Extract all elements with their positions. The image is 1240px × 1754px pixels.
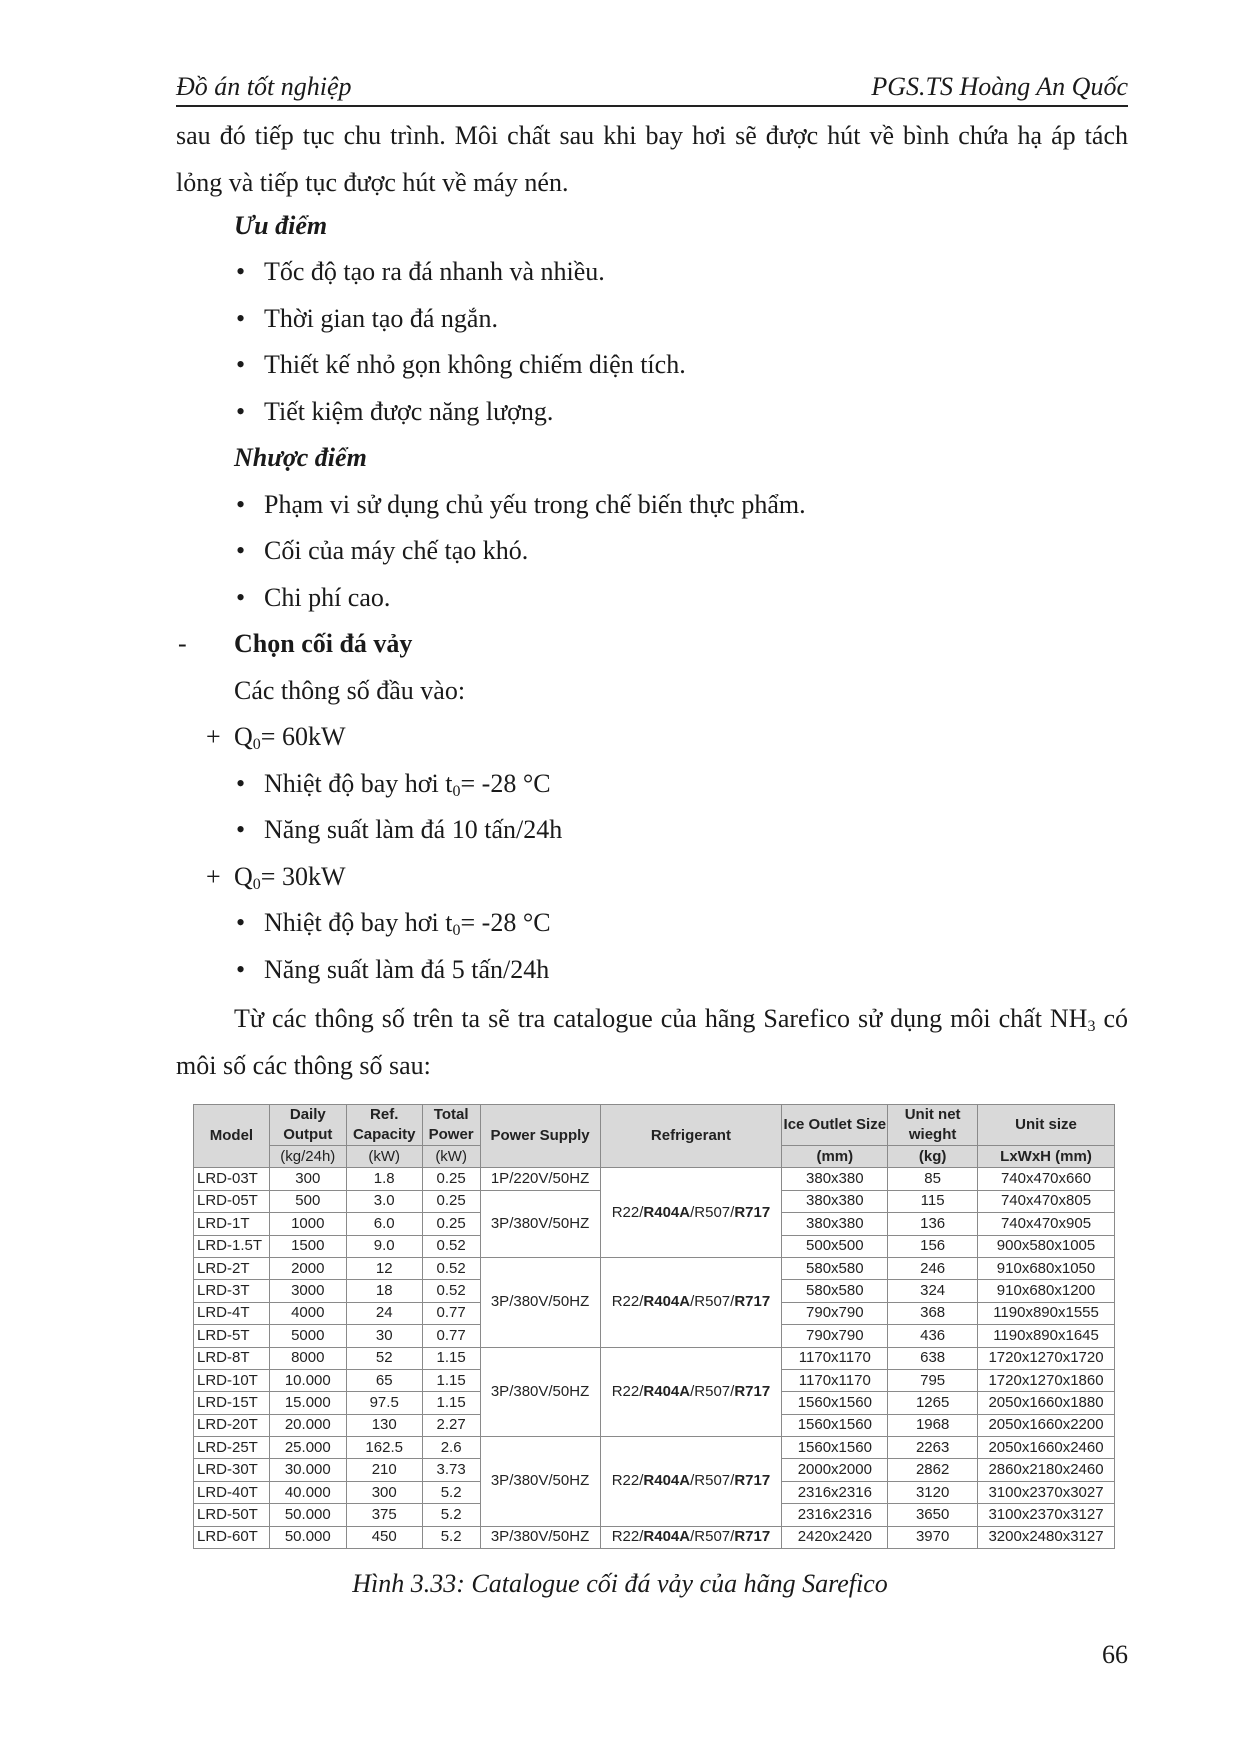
cell-model: LRD-1.5T xyxy=(194,1235,270,1257)
refrigerant-part: R404A xyxy=(643,1382,691,1400)
bullet-dot: • xyxy=(236,350,246,379)
bullet-dot: • xyxy=(236,304,246,333)
cell-ref-capacity: 450 xyxy=(346,1526,422,1548)
cell-ice-outlet: 2316x2316 xyxy=(782,1481,888,1503)
cell-ice-outlet: 2420x2420 xyxy=(782,1526,888,1548)
cell-model: LRD-60T xyxy=(194,1526,270,1548)
col-supply: Power Supply xyxy=(480,1105,600,1168)
cell-power-supply: 3P/380V/50HZ xyxy=(480,1526,600,1548)
cell-ice-outlet: 580x580 xyxy=(782,1257,888,1279)
cell-power-supply: 3P/380V/50HZ xyxy=(480,1257,600,1347)
case-temp: Nhiệt độ bay hơi $t_0= -28$ °C xyxy=(264,908,551,939)
bullet-dot: • xyxy=(236,536,246,565)
cell-daily: 5000 xyxy=(269,1325,346,1347)
disadvantage-item: Phạm vi sử dụng chủ yếu trong chế biến thực phẩm. xyxy=(264,490,806,519)
cell-ice-outlet: 1170x1170 xyxy=(782,1369,888,1391)
cell-model: LRD-50T xyxy=(194,1504,270,1526)
cell-net-weight: 156 xyxy=(888,1235,978,1257)
cell-net-weight: 795 xyxy=(888,1369,978,1391)
col-size: Unit size xyxy=(978,1105,1115,1146)
cell-unit-size: 1720x1270x1860 xyxy=(978,1369,1115,1391)
unit-ref: (kW) xyxy=(346,1146,422,1168)
cell-daily: 20.000 xyxy=(269,1414,346,1436)
cell-model: LRD-05T xyxy=(194,1190,270,1212)
bullet-dot: • xyxy=(236,583,246,612)
refrigerant-part: R717 xyxy=(734,1382,771,1400)
cell-ice-outlet: 2000x2000 xyxy=(782,1459,888,1481)
cell-daily: 15.000 xyxy=(269,1392,346,1414)
cell-net-weight: 115 xyxy=(888,1190,978,1212)
cell-net-weight: 324 xyxy=(888,1280,978,1302)
unit-ice: (mm) xyxy=(782,1146,888,1168)
refrigerant-part: /R507/ xyxy=(690,1203,735,1221)
cell-ice-outlet: 380x380 xyxy=(782,1168,888,1190)
catalogue-table-body xyxy=(194,1168,1115,1549)
refrigerant-part: R717 xyxy=(734,1293,771,1311)
refrigerant-cell xyxy=(600,1437,782,1527)
cell-total-power: 0.52 xyxy=(422,1235,480,1257)
bullet-dot: • xyxy=(236,908,246,937)
cell-model: LRD-3T xyxy=(194,1280,270,1302)
cell-ref-capacity: 65 xyxy=(346,1369,422,1391)
cell-total-power: 5.2 xyxy=(422,1526,480,1548)
refrigerant-part: R717 xyxy=(734,1528,771,1546)
cell-unit-size: 740x470x660 xyxy=(978,1168,1115,1190)
cell-total-power: 0.25 xyxy=(422,1190,480,1212)
cell-unit-size: 2050x1660x1880 xyxy=(978,1392,1115,1414)
unit-weight: (kg) xyxy=(888,1146,978,1168)
catalogue-table-wrap xyxy=(193,1104,1115,1549)
cell-unit-size: 1190x890x1555 xyxy=(978,1302,1115,1324)
cell-total-power: 2.27 xyxy=(422,1414,480,1436)
cell-ref-capacity: 3.0 xyxy=(346,1190,422,1212)
cell-model: LRD-15T xyxy=(194,1392,270,1414)
cell-unit-size: 910x680x1200 xyxy=(978,1280,1115,1302)
cell-model: LRD-8T xyxy=(194,1347,270,1369)
cell-ref-capacity: 130 xyxy=(346,1414,422,1436)
refrigerant-part: R404A xyxy=(643,1203,691,1221)
cell-daily: 2000 xyxy=(269,1257,346,1279)
cell-total-power: 0.77 xyxy=(422,1325,480,1347)
cell-unit-size: 900x580x1005 xyxy=(978,1235,1115,1257)
cell-model: LRD-1T xyxy=(194,1213,270,1235)
cell-net-weight: 85 xyxy=(888,1168,978,1190)
inputs-label: Các thông số đầu vào: xyxy=(234,676,466,705)
cell-total-power: 2.6 xyxy=(422,1437,480,1459)
cell-daily: 3000 xyxy=(269,1280,346,1302)
cell-ref-capacity: 300 xyxy=(346,1481,422,1503)
col-refrigerant: Refrigerant xyxy=(600,1105,782,1168)
cell-ref-capacity: 52 xyxy=(346,1347,422,1369)
cell-ref-capacity: 375 xyxy=(346,1504,422,1526)
bullet-dot: • xyxy=(236,490,246,519)
unit-daily: (kg/24h) xyxy=(269,1146,346,1168)
cell-daily: 300 xyxy=(269,1168,346,1190)
disadvantages-title: Nhược điểm xyxy=(234,443,367,472)
cell-net-weight: 1968 xyxy=(888,1414,978,1436)
cell-model: LRD-4T xyxy=(194,1302,270,1324)
col-ref: Ref. Capacity xyxy=(346,1105,422,1146)
cell-total-power: 0.25 xyxy=(422,1168,480,1190)
cell-daily: 1500 xyxy=(269,1235,346,1257)
cell-daily: 4000 xyxy=(269,1302,346,1324)
figure-caption: Hình 3.33: Catalogue cối đá vảy của hãng Sarefico xyxy=(352,1569,888,1598)
cell-ice-outlet: 790x790 xyxy=(782,1325,888,1347)
refrigerant-part: R22/ xyxy=(611,1472,644,1490)
table-row xyxy=(194,1347,1115,1369)
bullet-dot: • xyxy=(236,815,246,844)
refrigerant-part: /R507/ xyxy=(690,1472,735,1490)
cell-total-power: 0.77 xyxy=(422,1302,480,1324)
cell-daily: 50.000 xyxy=(269,1526,346,1548)
refrigerant-cell xyxy=(600,1526,782,1548)
case-q: $Q_0= 30kW$ xyxy=(234,862,346,893)
cell-daily: 8000 xyxy=(269,1347,346,1369)
table-row xyxy=(194,1168,1115,1190)
refrigerant-part: R717 xyxy=(734,1472,771,1490)
refrigerant-part: /R507/ xyxy=(690,1382,735,1400)
cell-daily: 1000 xyxy=(269,1213,346,1235)
cell-ice-outlet: 1170x1170 xyxy=(782,1347,888,1369)
refrigerant-part: R404A xyxy=(643,1472,691,1490)
col-weight: Unit net wieght xyxy=(888,1105,978,1146)
catalogue-table xyxy=(193,1104,1115,1549)
cell-ref-capacity: 24 xyxy=(346,1302,422,1324)
cell-unit-size: 3100x2370x3127 xyxy=(978,1504,1115,1526)
cell-unit-size: 740x470x805 xyxy=(978,1190,1115,1212)
conclusion-paragraph: Từ các thông số trên ta sẽ tra catalogue của hãng Sarefico sử dụng môi chất $NH_3$ có môi số các thông số sau: xyxy=(176,1004,1129,1080)
cell-ice-outlet: 1560x1560 xyxy=(782,1437,888,1459)
cell-ice-outlet: 580x580 xyxy=(782,1280,888,1302)
bullet-dot: • xyxy=(236,769,246,798)
refrigerant-part: /R507/ xyxy=(690,1528,735,1546)
case-plus: + xyxy=(206,862,221,891)
cell-total-power: 5.2 xyxy=(422,1504,480,1526)
cell-ice-outlet: 1560x1560 xyxy=(782,1392,888,1414)
cell-power-supply: 3P/380V/50HZ xyxy=(480,1190,600,1257)
refrigerant-cell xyxy=(600,1257,782,1347)
advantages-title: Ưu điểm xyxy=(234,211,328,240)
cell-model: LRD-30T xyxy=(194,1459,270,1481)
cell-unit-size: 2050x1660x2200 xyxy=(978,1414,1115,1436)
cell-net-weight: 368 xyxy=(888,1302,978,1324)
cell-model: LRD-03T xyxy=(194,1168,270,1190)
cell-unit-size: 1720x1270x1720 xyxy=(978,1347,1115,1369)
cell-ref-capacity: 1.8 xyxy=(346,1168,422,1190)
page-number: 66 xyxy=(1102,1640,1128,1669)
col-daily: Daily Output xyxy=(269,1105,346,1146)
header-author: PGS.TS Hoàng An Quốc xyxy=(871,72,1128,101)
advantage-item: Thiết kế nhỏ gọn không chiếm diện tích. xyxy=(264,350,686,379)
col-power: Total Power xyxy=(422,1105,480,1146)
section-title: Chọn cối đá vảy xyxy=(234,629,413,658)
cell-net-weight: 3120 xyxy=(888,1481,978,1503)
cell-ref-capacity: 97.5 xyxy=(346,1392,422,1414)
cell-ref-capacity: 9.0 xyxy=(346,1235,422,1257)
table-row xyxy=(194,1257,1115,1279)
cell-total-power: 1.15 xyxy=(422,1369,480,1391)
advantage-item: Tốc độ tạo ra đá nhanh và nhiều. xyxy=(264,257,605,286)
cell-model: LRD-2T xyxy=(194,1257,270,1279)
refrigerant-part: R22/ xyxy=(611,1528,644,1546)
refrigerant-cell xyxy=(600,1347,782,1437)
cell-daily: 25.000 xyxy=(269,1437,346,1459)
cell-daily: 500 xyxy=(269,1190,346,1212)
cell-net-weight: 3650 xyxy=(888,1504,978,1526)
disadvantage-item: Cối của máy chế tạo khó. xyxy=(264,536,529,565)
cell-unit-size: 3100x2370x3027 xyxy=(978,1481,1115,1503)
case-temp: Nhiệt độ bay hơi $t_0= -28$ °C xyxy=(264,769,551,800)
cell-net-weight: 3970 xyxy=(888,1526,978,1548)
advantage-item: Thời gian tạo đá ngắn. xyxy=(264,304,498,333)
case-capacity: Năng suất làm đá 10 tấn/24h xyxy=(264,815,563,844)
header-divider xyxy=(176,105,1128,107)
cell-ice-outlet: 2316x2316 xyxy=(782,1504,888,1526)
section-dash: - xyxy=(178,629,187,658)
case-capacity: Năng suất làm đá 5 tấn/24h xyxy=(264,955,550,984)
col-model: Model xyxy=(194,1105,270,1168)
cell-ice-outlet: 380x380 xyxy=(782,1190,888,1212)
cell-net-weight: 246 xyxy=(888,1257,978,1279)
cell-power-supply: 3P/380V/50HZ xyxy=(480,1347,600,1437)
case-plus: + xyxy=(206,722,221,751)
cell-ice-outlet: 380x380 xyxy=(782,1213,888,1235)
disadvantage-item: Chi phí cao. xyxy=(264,583,391,612)
cell-ref-capacity: 12 xyxy=(346,1257,422,1279)
cell-ref-capacity: 30 xyxy=(346,1325,422,1347)
cell-ref-capacity: 18 xyxy=(346,1280,422,1302)
cell-daily: 10.000 xyxy=(269,1369,346,1391)
cell-net-weight: 136 xyxy=(888,1213,978,1235)
refrigerant-part: R404A xyxy=(643,1528,691,1546)
cell-unit-size: 2050x1660x2460 xyxy=(978,1437,1115,1459)
col-ice: Ice Outlet Size xyxy=(782,1105,888,1146)
cell-ice-outlet: 1560x1560 xyxy=(782,1414,888,1436)
cell-ice-outlet: 790x790 xyxy=(782,1302,888,1324)
cell-net-weight: 1265 xyxy=(888,1392,978,1414)
header-title: Đồ án tốt nghiệp xyxy=(176,72,352,101)
refrigerant-part: R22/ xyxy=(611,1293,644,1311)
unit-power: (kW) xyxy=(422,1146,480,1168)
cell-total-power: 0.25 xyxy=(422,1213,480,1235)
cell-daily: 40.000 xyxy=(269,1481,346,1503)
cell-total-power: 1.15 xyxy=(422,1347,480,1369)
cell-unit-size: 910x680x1050 xyxy=(978,1257,1115,1279)
cell-ref-capacity: 162.5 xyxy=(346,1437,422,1459)
refrigerant-part: R22/ xyxy=(611,1382,644,1400)
table-row xyxy=(194,1526,1115,1548)
refrigerant-part: R404A xyxy=(643,1293,691,1311)
cell-ref-capacity: 6.0 xyxy=(346,1213,422,1235)
cell-ref-capacity: 210 xyxy=(346,1459,422,1481)
cell-net-weight: 436 xyxy=(888,1325,978,1347)
cell-model: LRD-5T xyxy=(194,1325,270,1347)
intro-paragraph: sau đó tiếp tục chu trình. Môi chất sau khi bay hơi sẽ được hút về bình chứa hạ áp tách lỏng và tiếp tục được hút về máy nén. xyxy=(176,121,1128,197)
cell-total-power: 0.52 xyxy=(422,1280,480,1302)
unit-size: LxWxH (mm) xyxy=(978,1146,1115,1168)
cell-total-power: 5.2 xyxy=(422,1481,480,1503)
bullet-dot: • xyxy=(236,397,246,426)
cell-model: LRD-10T xyxy=(194,1369,270,1391)
cell-model: LRD-20T xyxy=(194,1414,270,1436)
table-row xyxy=(194,1437,1115,1459)
cell-daily: 50.000 xyxy=(269,1504,346,1526)
cell-total-power: 0.52 xyxy=(422,1257,480,1279)
bullet-dot: • xyxy=(236,955,246,984)
refrigerant-part: R22/ xyxy=(611,1203,644,1221)
refrigerant-cell xyxy=(600,1168,782,1258)
cell-net-weight: 2862 xyxy=(888,1459,978,1481)
cell-unit-size: 2860x2180x2460 xyxy=(978,1459,1115,1481)
cell-unit-size: 3200x2480x3127 xyxy=(978,1526,1115,1548)
cell-model: LRD-25T xyxy=(194,1437,270,1459)
refrigerant-part: /R507/ xyxy=(690,1293,735,1311)
cell-unit-size: 1190x890x1645 xyxy=(978,1325,1115,1347)
cell-ice-outlet: 500x500 xyxy=(782,1235,888,1257)
cell-power-supply: 3P/380V/50HZ xyxy=(480,1437,600,1527)
cell-unit-size: 740x470x905 xyxy=(978,1213,1115,1235)
cell-total-power: 3.73 xyxy=(422,1459,480,1481)
refrigerant-part: R717 xyxy=(734,1203,771,1221)
cell-net-weight: 638 xyxy=(888,1347,978,1369)
cell-model: LRD-40T xyxy=(194,1481,270,1503)
cell-total-power: 1.15 xyxy=(422,1392,480,1414)
cell-daily: 30.000 xyxy=(269,1459,346,1481)
cell-power-supply: 1P/220V/50HZ xyxy=(480,1168,600,1190)
advantage-item: Tiết kiệm được năng lượng. xyxy=(264,397,554,426)
case-q: $Q_0= 60kW$ xyxy=(234,722,346,753)
bullet-dot: • xyxy=(236,257,246,286)
cell-net-weight: 2263 xyxy=(888,1437,978,1459)
